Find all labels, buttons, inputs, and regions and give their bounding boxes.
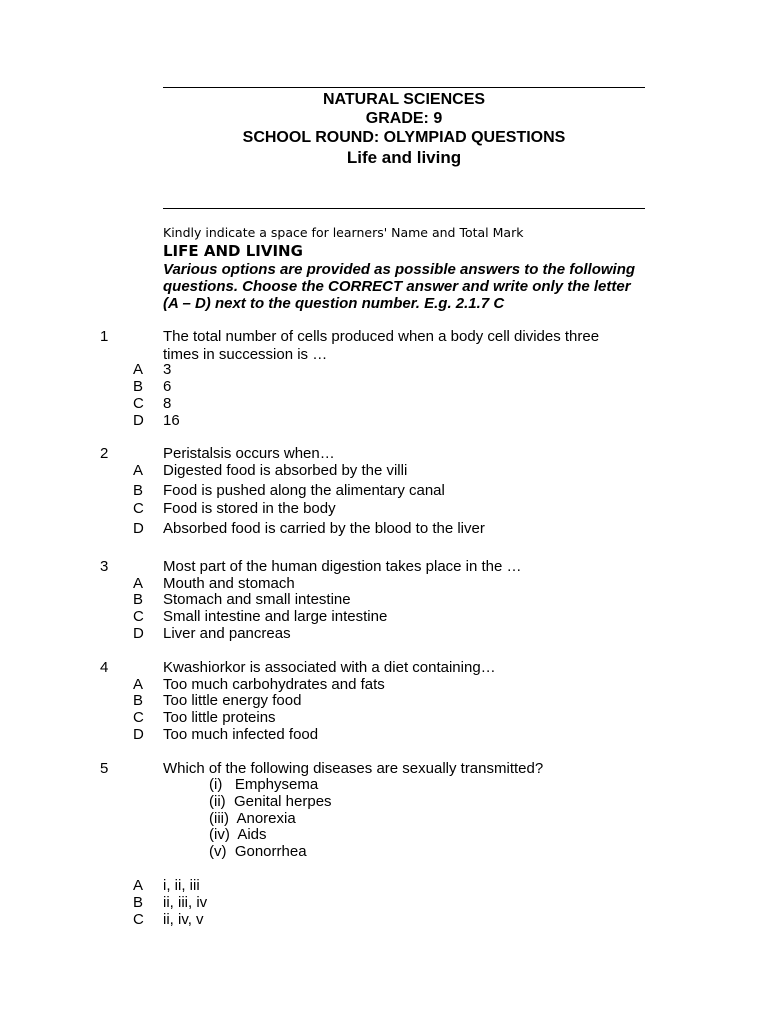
option-text: 3 bbox=[163, 361, 172, 378]
section-title: LIFE AND LIVING bbox=[163, 242, 303, 260]
option-text: Stomach and small intestine bbox=[163, 591, 351, 608]
question-text: The total number of cells produced when a body cell divides three times in succession is … bbox=[163, 328, 600, 363]
bottom-rule bbox=[163, 208, 645, 209]
subject-title: NATURAL SCIENCES bbox=[322, 91, 486, 108]
option-letter: A bbox=[133, 676, 144, 693]
question-text: Peristalsis occurs when… bbox=[163, 445, 335, 462]
option-letter: B bbox=[133, 894, 144, 911]
option-text: 16 bbox=[163, 412, 180, 429]
grade-title: GRADE: 9 bbox=[365, 110, 443, 127]
question-number: 2 bbox=[100, 445, 109, 462]
option-text: Liver and pancreas bbox=[163, 625, 291, 642]
option-letter: B bbox=[133, 692, 144, 709]
question-text: Most part of the human digestion takes place in the … bbox=[163, 558, 522, 575]
option-letter: B bbox=[133, 482, 144, 499]
option-letter: C bbox=[133, 608, 144, 625]
option-text: Small intestine and large intestine bbox=[163, 608, 388, 625]
top-rule bbox=[163, 87, 645, 88]
option-text: Too much infected food bbox=[163, 726, 319, 743]
option-text: Too little proteins bbox=[163, 709, 276, 726]
option-letter: C bbox=[133, 911, 144, 928]
option-letter: B bbox=[133, 378, 144, 395]
option-text: Too much carbohydrates and fats bbox=[163, 676, 385, 693]
question-number: 5 bbox=[100, 760, 109, 777]
topic-title: Life and living bbox=[346, 148, 462, 167]
option-text: ii, iv, v bbox=[163, 911, 204, 928]
option-letter: C bbox=[133, 395, 144, 412]
option-text: 8 bbox=[163, 395, 172, 412]
option-letter: A bbox=[133, 575, 144, 592]
option-text: Absorbed food is carried by the blood to the liver bbox=[163, 520, 485, 537]
sub-item: (iii) Anorexia bbox=[209, 810, 296, 827]
option-text: Too little energy food bbox=[163, 692, 302, 709]
sub-item: (iv) Aids bbox=[209, 826, 267, 843]
option-letter: A bbox=[133, 462, 144, 479]
option-letter: C bbox=[133, 500, 144, 517]
option-letter: A bbox=[133, 877, 144, 894]
instructions-text: Various options are provided as possible answers to the following questions. Choose the CORRECT answer and write only the letter (A – D) next to the question number. E.g. 2.1.7 C bbox=[163, 261, 636, 312]
option-letter: B bbox=[133, 591, 144, 608]
round-title: SCHOOL ROUND: OLYMPIAD QUESTIONS bbox=[242, 129, 566, 146]
option-text: Food is pushed along the alimentary canal bbox=[163, 482, 445, 499]
option-letter: D bbox=[133, 520, 144, 537]
option-letter: D bbox=[133, 412, 144, 429]
question-number: 4 bbox=[100, 659, 109, 676]
option-text: Food is stored in the body bbox=[163, 500, 336, 517]
question-number: 3 bbox=[100, 558, 109, 575]
option-letter: D bbox=[133, 625, 144, 642]
sub-item: (ii) Genital herpes bbox=[209, 793, 332, 810]
option-text: 6 bbox=[163, 378, 172, 395]
question-number: 1 bbox=[100, 328, 109, 345]
option-letter: A bbox=[133, 361, 144, 378]
option-text: Mouth and stomach bbox=[163, 575, 295, 592]
option-letter: C bbox=[133, 709, 144, 726]
option-text: Digested food is absorbed by the villi bbox=[163, 462, 408, 479]
instruction-note: Kindly indicate a space for learners' Name and Total Mark bbox=[163, 225, 524, 240]
sub-item: (v) Gonorrhea bbox=[209, 843, 307, 860]
option-letter: D bbox=[133, 726, 144, 743]
option-text: ii, iii, iv bbox=[163, 894, 208, 911]
sub-item: (i) Emphysema bbox=[209, 776, 319, 793]
option-text: i, ii, iii bbox=[163, 877, 200, 894]
question-text: Which of the following diseases are sexually transmitted? bbox=[163, 760, 544, 777]
question-text: Kwashiorkor is associated with a diet containing… bbox=[163, 659, 496, 676]
